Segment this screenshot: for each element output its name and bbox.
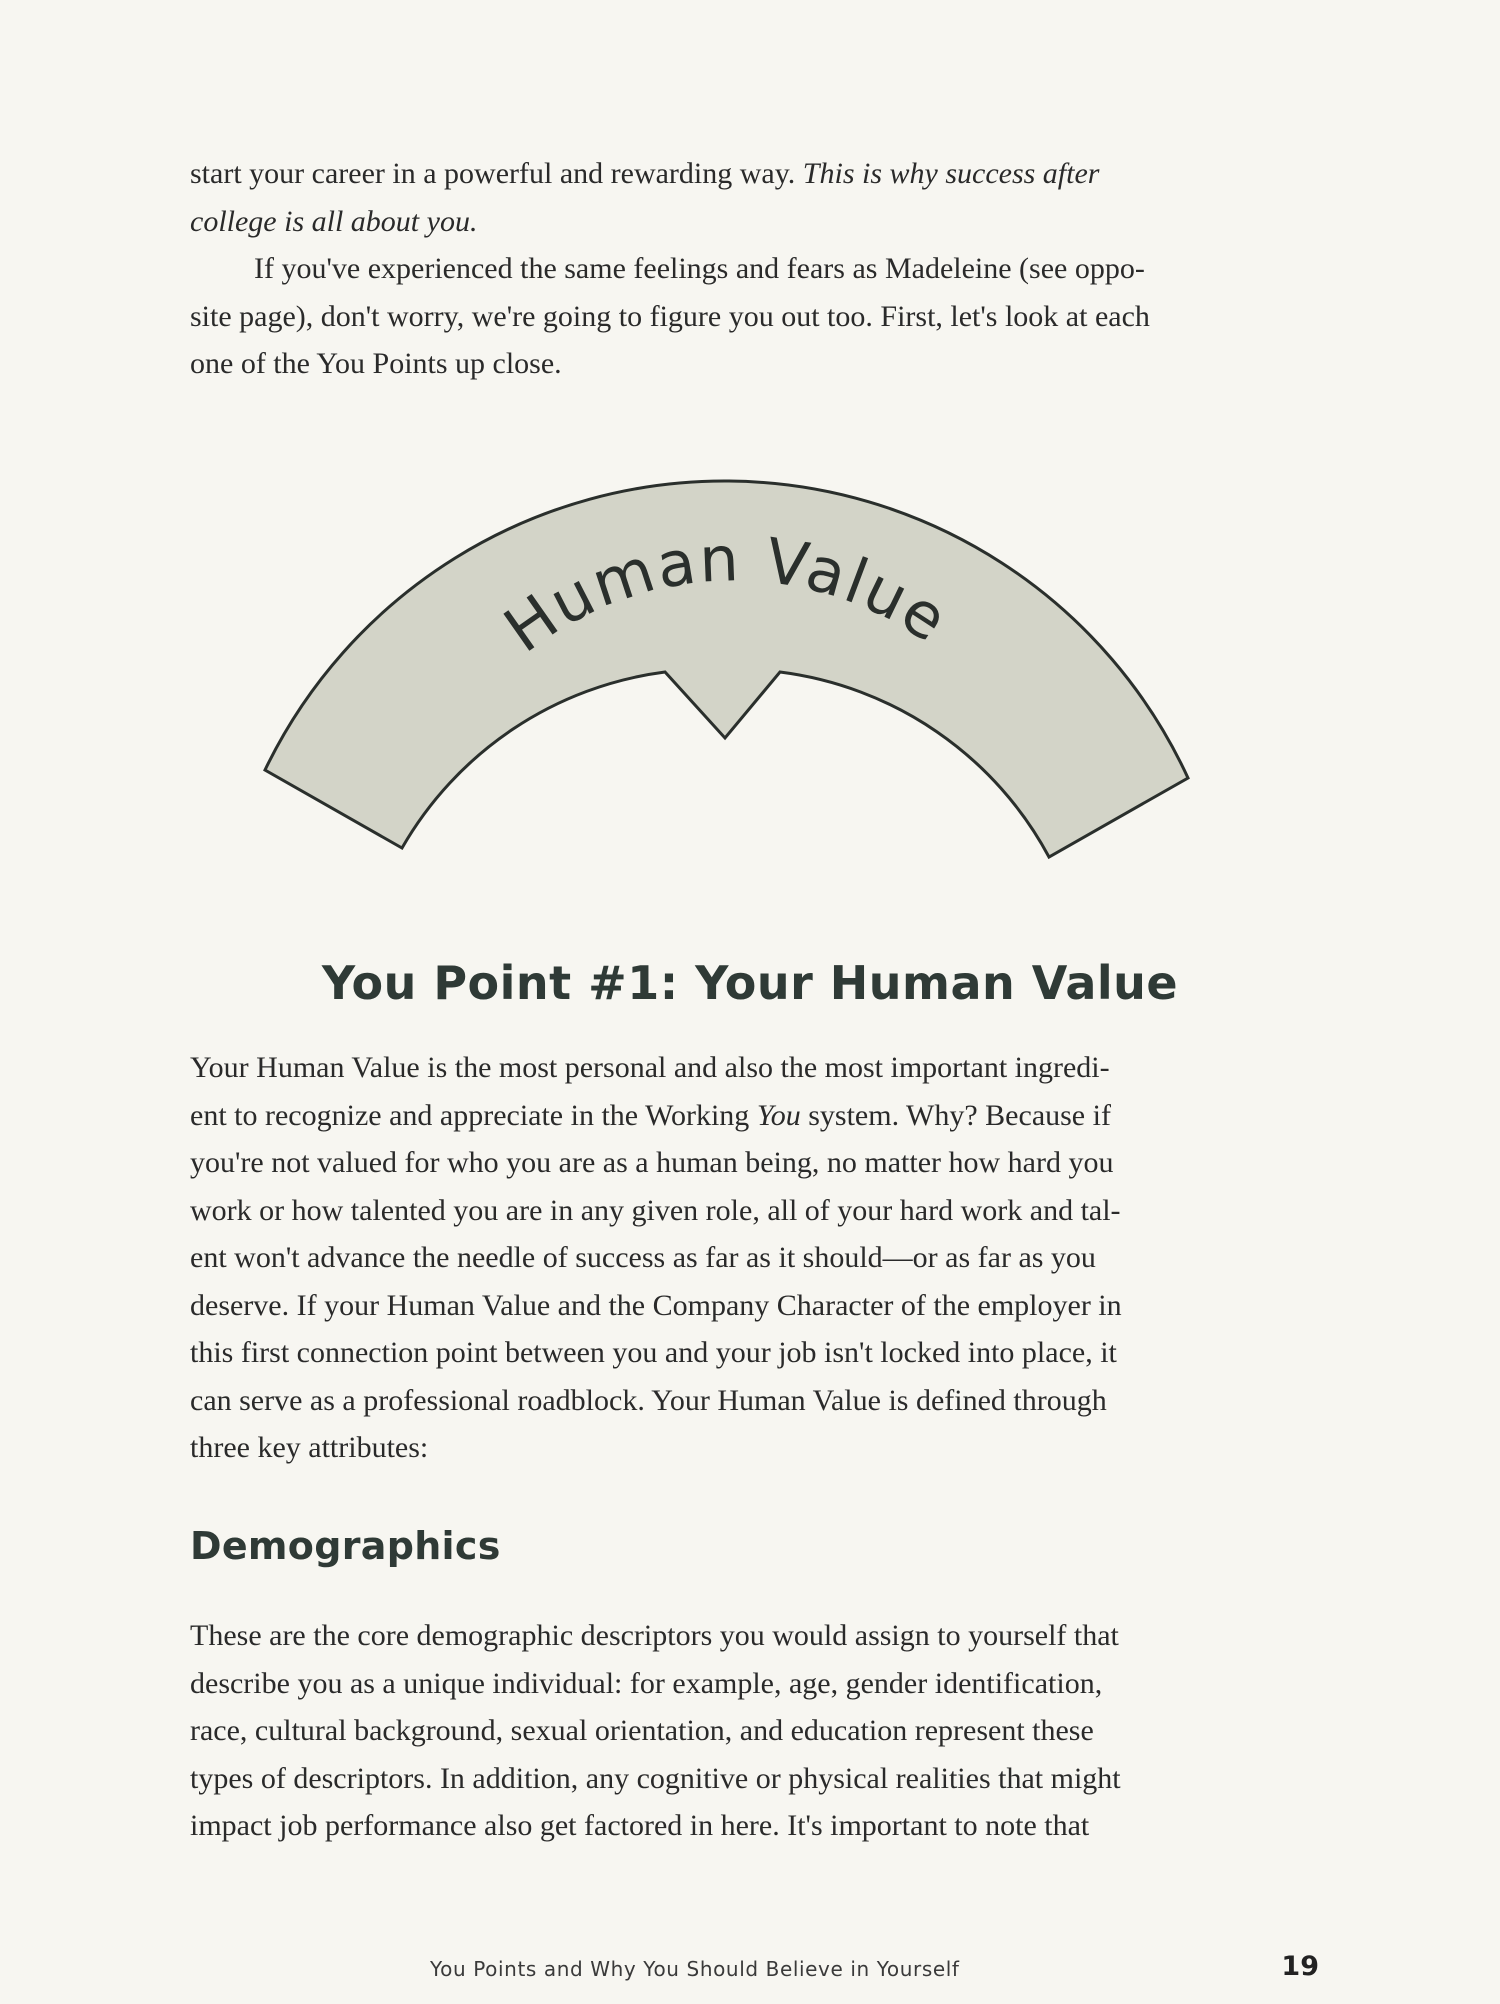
text-line: race, cultural background, sexual orientation, and education represent these	[190, 1714, 1094, 1747]
section-heading: You Point #1: Your Human Value	[321, 956, 1179, 1010]
running-title: You Points and Why You Should Believe in Yourself	[430, 1957, 960, 1981]
text-line: college is all about you.	[190, 204, 478, 238]
text-line: These are the core demographic descriptors you would assign to yourself that	[190, 1619, 1119, 1652]
text-line: site page), don't worry, we're going to figure you out too. First, let's look at each	[190, 299, 1150, 333]
text-line: you're not valued for who you are as a human being, no matter how hard you	[190, 1146, 1114, 1179]
text-line: can serve as a professional roadblock. Your Human Value is defined through	[190, 1383, 1107, 1417]
intro-paragraph-1	[190, 150, 1262, 245]
text-line: ent won't advance the needle of success as far as it should—or as far as you	[190, 1241, 1096, 1274]
human-value-arc-graphic	[0, 470, 1500, 870]
text-line: work or how talented you are in any given role, all of your hard work and tal-	[190, 1193, 1121, 1227]
text-line: Your Human Value is the most personal and also the most important ingredi-	[190, 1051, 1110, 1084]
text-line: start your career in a powerful and rewarding way. This is why success after	[190, 157, 1100, 190]
text-line: three key attributes:	[190, 1431, 429, 1464]
text-line: describe you as a unique individual: for example, age, gender identification,	[190, 1666, 1103, 1700]
subheading-demographics: Demographics	[190, 1524, 501, 1568]
text-line: deserve. If your Human Value and the Company Character of the employer in	[190, 1288, 1122, 1322]
page-number: 19	[1281, 1951, 1319, 1982]
text-line: types of descriptors. In addition, any cognitive or physical realities that might	[190, 1761, 1121, 1795]
text-line: impact job performance also get factored in here. It's important to note that	[190, 1809, 1090, 1842]
text-line: If you've experienced the same feelings and fears as Madeleine (see oppo-	[254, 252, 1145, 285]
text-line: this first connection point between you and your job isn't locked into place, it	[190, 1336, 1117, 1369]
text-line: ent to recognize and appreciate in the Working You system. Why? Because if	[190, 1098, 1111, 1132]
arc-label: Human Value	[491, 521, 962, 667]
demographics-paragraph	[190, 1612, 1262, 1850]
text-line: one of the You Points up close.	[190, 347, 562, 380]
human-value-paragraph	[190, 1044, 1262, 1472]
intro-paragraph-2	[190, 245, 1262, 388]
